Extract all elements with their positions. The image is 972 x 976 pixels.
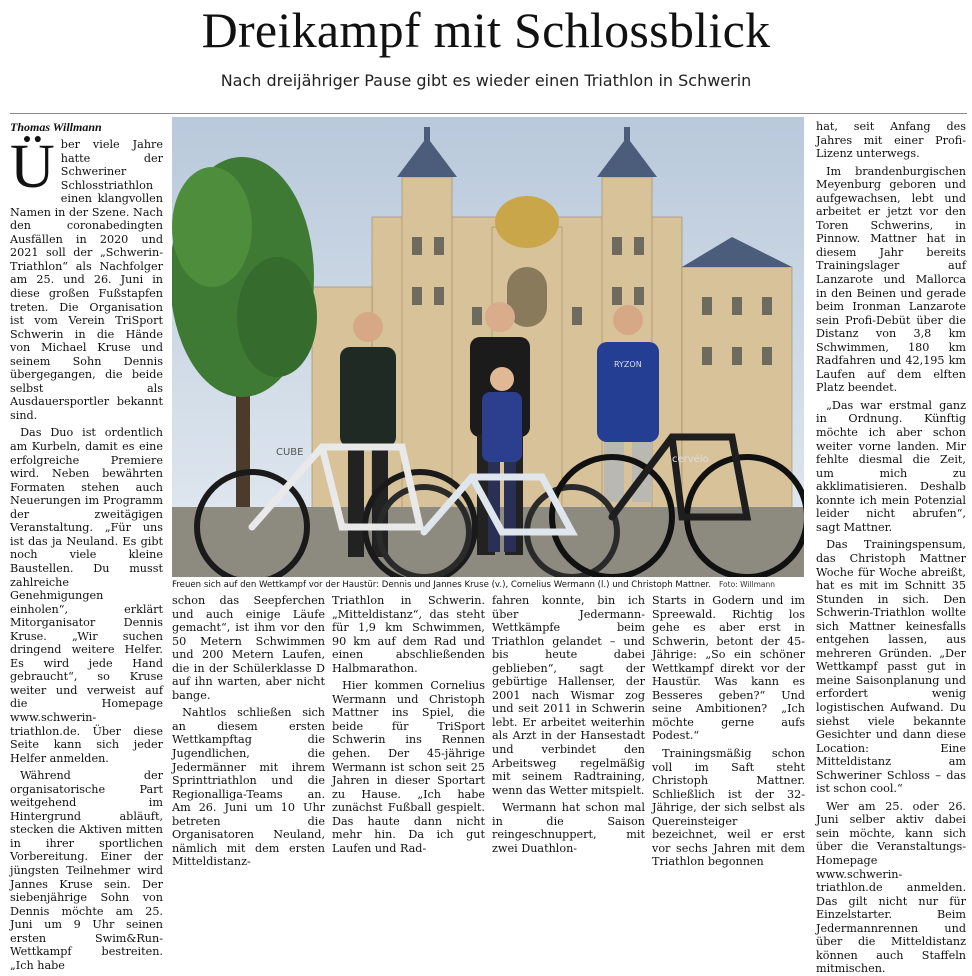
byline: Thomas Willmann <box>10 120 102 134</box>
paragraph: ber viele Jahre hatte der Schweriner Schlosstriathlon einen klangvollen Namen in der Szene. Nach den coronabedingten Ausfällen in 2020 und 2021 soll der „Schwerin-Triathlon“ als Nachfolger am 25. und 26. Juni in diese großen Fußstapfen treten. Die Organisation ist vom Verein TriSport Schwerin in die Hände von Michael Kruse und seinem Sohn Dennis übergegangen, die beide selbst als Ausdauersportler bekannt sind. <box>10 138 163 422</box>
bike-brand-right: cervélo <box>672 454 709 465</box>
paragraph: fahren konnte, bin ich über Jedermann-Wettkämpfe beim Triathlon gelandet – und bis heute dabei geblieben“, sagt der gebürtige Hallenser, der 2001 nach Wismar zog und seit 2011 in Schwerin lebt. Er arbeitet weiterhin als Arzt in der Hansestadt und verbindet den Arbeitsweg regelmäßig mit seinem Radtraining, wenn das Wetter mitspielt. <box>492 594 645 797</box>
photo-illustration <box>172 117 804 577</box>
paragraph: Starts in Godern und im Spreewald. Richtig los gehe es aber erst in Schwerin, betont der 45-Jährige: „So ein schöner Wettkampf direkt vor der Haustür. Was kann es Besseres geben?“ Und seine Ambitionen? „Ich möchte gerne aufs Podest.“ <box>652 594 805 743</box>
column-5 <box>652 594 805 869</box>
paragraph: Wermann hat schon mal in die Saison reingeschnuppert, mit zwei Duathlon- <box>492 801 645 855</box>
caption-text: Freuen sich auf den Wettkampf vor der Haustür: Dennis und Jannes Kruse (v.), Cornelius Wermann (l.) und Christoph Mattner. <box>172 580 712 590</box>
dropcap: Ü <box>10 133 55 201</box>
paragraph: Nahtlos schließen sich an diesem ersten Wettkampftag die Jugendlichen, die Jedermänner mit ihrem Sprinttriathlon und die Regionalliga-Teams an. Am 26. Juni um 10 Uhr betreten die Organisatoren Neuland, nämlich mit dem ersten Mitteldistanz- <box>172 706 325 869</box>
paragraph: Triathlon in Schwerin. „Mitteldistanz“, das steht für 1,9 km Schwimmen, 90 km auf dem Rad und einen abschließenden Halbmarathon. <box>332 594 485 675</box>
paragraph: Trainingsmäßig schon voll im Saft steht Christoph Mattner. Schließlich ist der 32-Jährige, der sich selbst als Quereinsteiger bezeichnet, weil er erst vor sechs Jahren mit dem Triathlon begonnen <box>652 747 805 869</box>
headline: Dreikampf mit Schlossblick <box>201 2 771 58</box>
paragraph: Im brandenburgischen Meyenburg geboren und aufgewachsen, lebt und arbeitet er jetzt vor den Toren Schwerins, in Pinnow. Mattner hat in diesem Jahr bereits Trainingslager auf Lanzarote und Mallorca in den Beinen und gerade beim Ironman Lanzarote sein Profi-Debüt über die Distanz von 3,8 km Schwimmen, 180 km Radfahren und 42,195 km Laufen auf dem elften Platz beendet. <box>816 164 966 395</box>
paragraph: Wer am 25. oder 26. Juni selber aktiv dabei sein möchte, kann sich über die Veranstaltungs-Homepage www.schwerin-triathlon.de anmelden. Das gilt nicht nur für Einzelstarter. Beim Jedermannrennen und über die Mitteldistanz können auch Staffeln mitmischen. <box>816 799 966 976</box>
column-4 <box>492 594 645 855</box>
photo-credit: Foto: Willmann <box>719 580 776 589</box>
subheadline: Nach dreijähriger Pause gibt es wieder einen Triathlon in Schwerin <box>220 71 752 90</box>
paragraph: Das Duo ist ordentlich am Kurbeln, damit es eine erfolgreiche Premiere wird. Neben bewährten Formaten stehen auch Neuerungen im Programm der zweitägigen Veranstaltung. „Für uns ist das ja Neuland. Es gibt noch viele kleine Baustellen. Du musst zahlreiche Genehmigungen einholen“, erklärt Mitorganisator Dennis Kruse. „Wir suchen dringend weitere Helfer. Es wird jede Hand gebraucht“, so Kruse weiter und verweist auf die Homepage www.schwerin-triathlon.de. Über diese Seite kann sich jeder Helfer anmelden. <box>10 426 163 765</box>
article-photo <box>172 117 804 577</box>
bike-brand-left: CUBE <box>276 447 304 458</box>
paragraph: schon das Seepferchen und auch einige Läufe gemacht“, ist ihm vor den 50 Metern Schwimmen und 200 Metern Laufen, die in der Schülerklasse D auf ihn warten, aber nicht bange. <box>172 594 325 702</box>
top-rule <box>10 113 967 114</box>
column-6 <box>816 120 966 976</box>
paragraph: hat, seit Anfang des Jahres mit einer Profi-Lizenz unterwegs. <box>816 120 966 161</box>
paragraph: „Das war erstmal ganz in Ordnung. Künftig möchte ich aber schon weiter vorne landen. Mir fehlte diesmal die Zeit, um mich zu akklimatisieren. Deshalb konnte ich mein Potenzial leider nicht abrufen“, sagt Mattner. <box>816 398 966 534</box>
column-1 <box>10 120 163 972</box>
paragraph: Während der organisatorische Part weitgehend im Hintergrund abläuft, stecken die Aktiven mitten in ihrer sportlichen Vorbereitung. Einer der jüngsten Teilnehmer wird Jannes Kruse sein. Der siebenjährige Sohn von Dennis möchte am 25. Juni um 9 Uhr seinen ersten Swim&Run-Wettkampf bestreiten. „Ich habe <box>10 769 163 972</box>
paragraph: Das Trainingspensum, das Christoph Mattner Woche für Woche abreißt, hat es mit im Schnitt 35 Stunden in sich. Den Schwerin-Triathlon wollte sich Mattner keinesfalls entgehen lassen, aus mehreren Gründen. „Der Wettkampf passt gut in meine Saisonplanung und erfordert wenig logistischen Aufwand. Du siehst viele bekannte Gesichter und dann diese Location: Eine Mitteldistanz am Schweriner Schloss – das ist schon cool.“ <box>816 538 966 796</box>
paragraph: Hier kommen Cornelius Wermann und Christoph Mattner ins Spiel, die beide für TriSport Schwerin ins Rennen gehen. Der 45-jährige Wermann ist schon seit 25 Jahren in dieser Sportart zu Hause. „Ich habe zunächst Fußball gespielt. Das haute dann nicht mehr hin. Da ich gut Laufen und Rad- <box>332 679 485 855</box>
column-3 <box>332 594 485 855</box>
column-2 <box>172 594 325 869</box>
shirt-logo: RYZON <box>614 360 642 369</box>
photo-caption <box>172 578 804 592</box>
